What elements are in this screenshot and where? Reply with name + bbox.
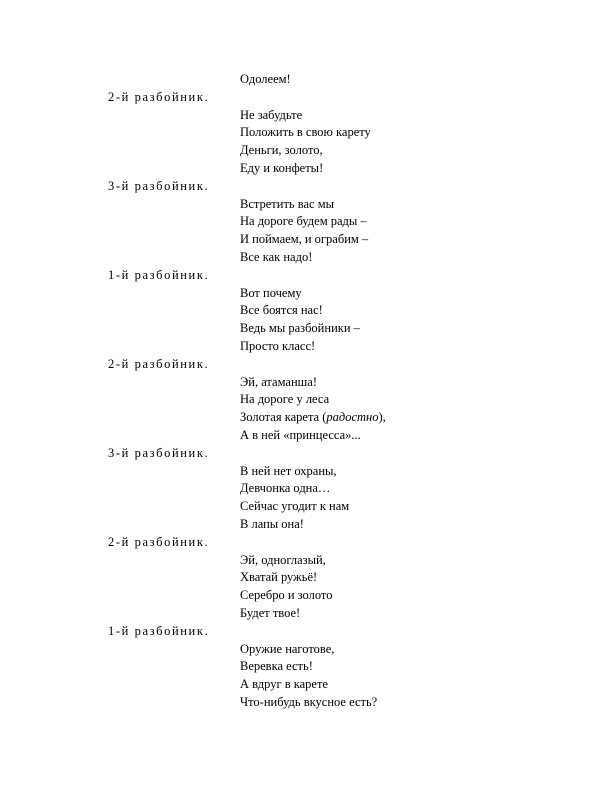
verse-line: Одолеем!	[240, 72, 291, 86]
verse-line: Встретить вас мы	[240, 196, 335, 211]
play-script-page	[0, 71, 612, 712]
speaker-name: 3-й разбойник.	[108, 178, 210, 193]
verse-line: На дороге у леса	[240, 392, 330, 407]
verse-line: А вдруг в карете	[240, 677, 328, 692]
verse-line: Просто класс!	[240, 338, 316, 353]
verse-text: ),	[378, 410, 386, 425]
verse-line: В ней нет охраны,	[240, 463, 337, 478]
verse-line: А в ней «принцесса»...	[240, 427, 361, 442]
verse-line: Вот почему	[240, 285, 302, 300]
verse-line-with-stage-direction	[0, 409, 612, 427]
verse-line: Девчонка одна…	[240, 481, 331, 496]
verse-line: Будет твое!	[240, 605, 301, 620]
verse-line: Хватай ружьё!	[240, 570, 318, 585]
verse-line: Все боятся нас!	[240, 303, 323, 318]
verse-line: Оружие наготове,	[240, 641, 335, 656]
verse-line: Эй, одноглазый,	[240, 552, 326, 567]
verse-line: Веревка есть!	[240, 659, 313, 674]
speaker-name: 2-й разбойник.	[108, 534, 210, 549]
verse-line: Положить в свою карету	[240, 125, 371, 140]
verse-line: Что-нибудь вкусное есть?	[240, 694, 378, 709]
verse-line: Сейчас угодит к нам	[240, 499, 350, 514]
verse-line: На дороге будем рады –	[240, 214, 367, 229]
speaker-name: 1-й разбойник.	[108, 623, 210, 638]
verse-line: И поймаем, и ограбим –	[240, 232, 369, 247]
verse-text: Золотая карета (	[240, 410, 327, 425]
verse-line: Все как надо!	[240, 249, 313, 264]
verse-line: Деньги, золото,	[240, 143, 323, 158]
verse-line: Еду и конфеты!	[240, 160, 324, 175]
speaker-name: 1-й разбойник.	[108, 267, 210, 282]
verse-line: В лапы она!	[240, 516, 304, 531]
verse-line: Не забудьте	[240, 107, 303, 122]
speaker-name: 3-й разбойник.	[108, 445, 210, 460]
stage-direction: радостно	[326, 410, 379, 425]
verse-line: Ведь мы разбойники –	[240, 321, 360, 336]
verse-line: Серебро и золото	[240, 588, 333, 603]
verse-line: Эй, атаманша!	[240, 374, 317, 389]
speaker-name: 2-й разбойник.	[108, 89, 210, 104]
speaker-name: 2-й разбойник.	[108, 356, 210, 371]
